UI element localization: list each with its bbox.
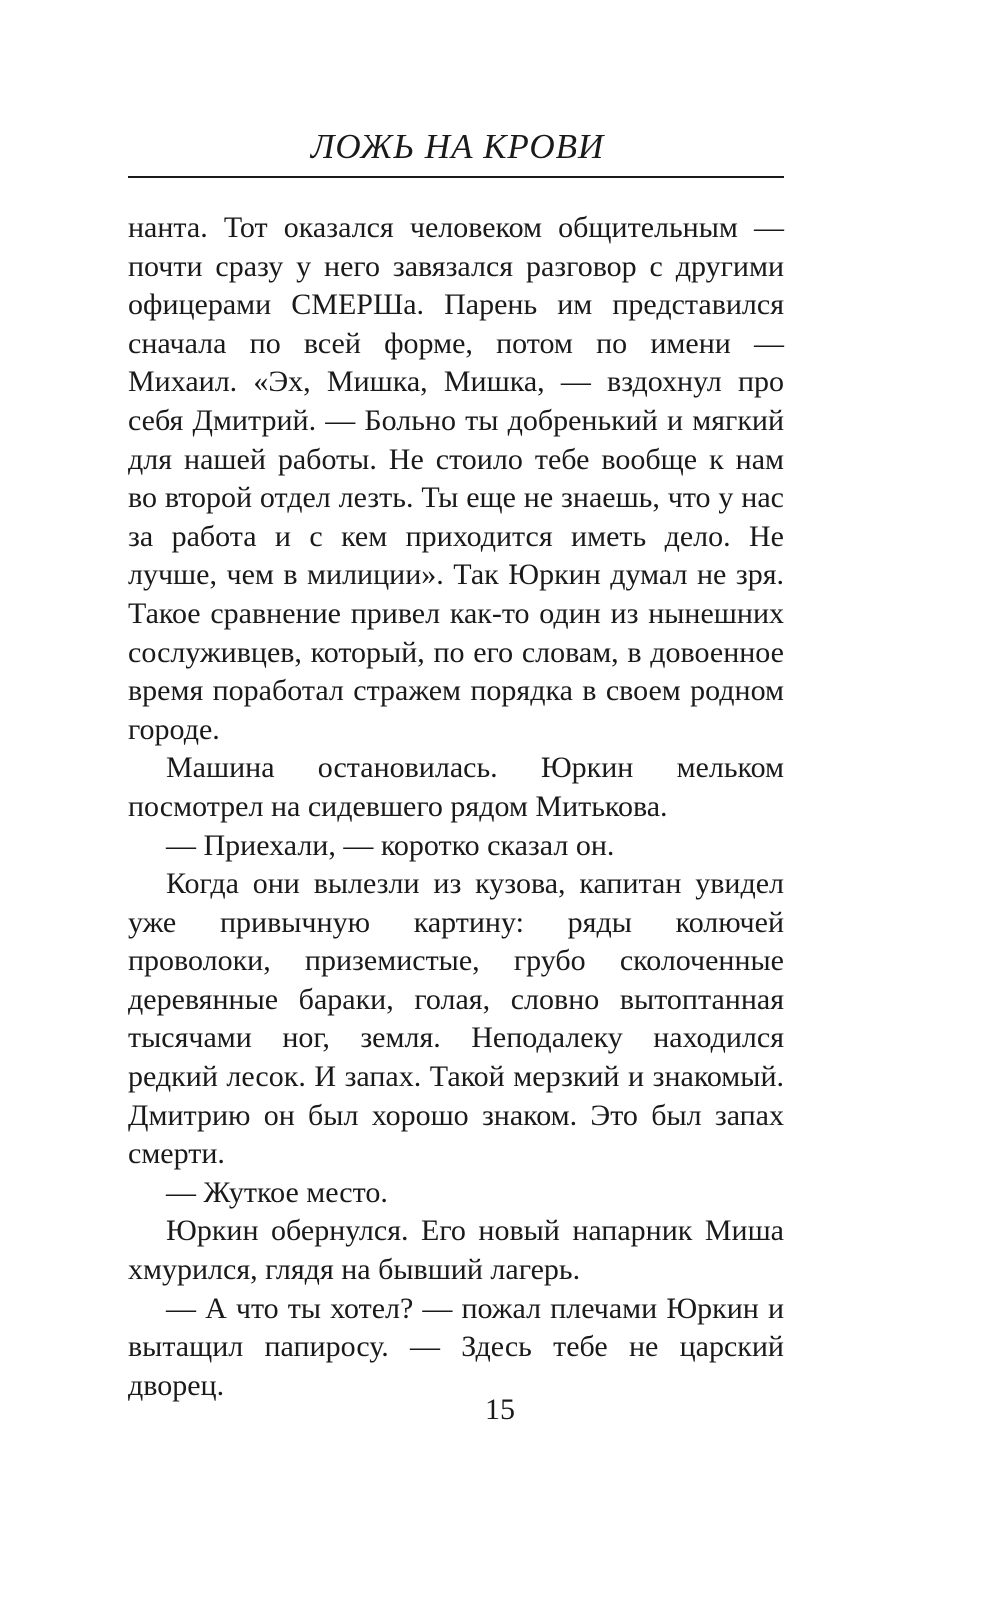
paragraph: Когда они вылезли из кузова, капитан увидел уже привычную картину: ряды колючей проволоки, приземистые, грубо сколоченные деревянные бараки, голая, словно вытоптанная тысячами ног, земля. Неподалеку находился редкий лесок. И запах. Такой мерзкий и знакомый. Дмитрию он был хорошо знаком. Это был запах смерти. [128, 867, 784, 1171]
body-text [128, 209, 784, 1405]
header-rule [128, 176, 784, 178]
dialogue-line: — А что ты хотел? — пожал плечами Юркин и вытащил папиросу. — Здесь тебе не царский дворец. [128, 1291, 784, 1402]
paragraph: нанта. Тот оказался человеком общительным — почти сразу у него завязался разговор с другими офицерами СМЕРШа. Парень им представился сначала по всей форме, потом по имени — Михаил. «Эх, Мишка, Мишка, — вздохнул про себя Дмитрий. — Больно ты добренький и мягкий для нашей работы. Не стоило тебе вообще к нам во второй отдел лезть. Ты еще не знаешь, что у нас за работа и с кем приходится иметь дело. Не лучше, чем в милиции». Так Юркин думал не зря. Такое сравнение привел как-то один из нынешних сослуживцев, который, по его словам, в довоенное время поработал стражем порядка в своем родном городе. [128, 211, 784, 746]
paragraph: Юркин обернулся. Его новый напарник Миша хмурился, глядя на бывший лагерь. [128, 1214, 784, 1287]
dialogue-line: — Приехали, — коротко сказал он. [166, 828, 615, 862]
page-number: 15 [485, 1393, 515, 1426]
running-head-title: ЛОЖЬ НА КРОВИ [310, 127, 605, 166]
paragraph: Машина остановилась. Юркин мельком посмотрел на сидевшего рядом Митькова. [128, 751, 784, 823]
dialogue-line: — Жуткое место. [166, 1175, 388, 1209]
